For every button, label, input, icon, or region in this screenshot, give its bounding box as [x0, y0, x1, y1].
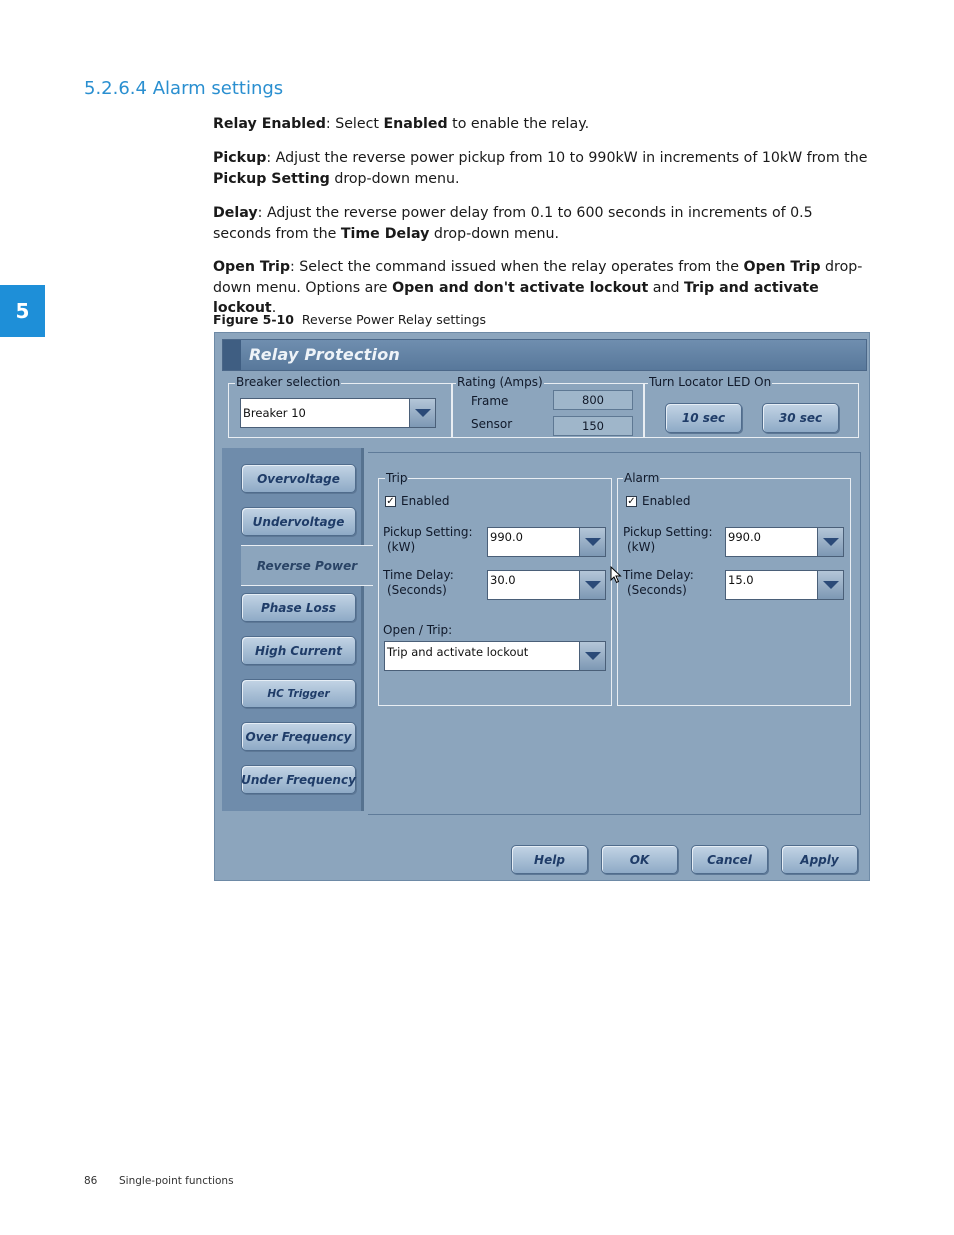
term-open-trip: Open Trip — [213, 259, 291, 275]
term-pickup: Pickup — [213, 150, 267, 166]
text: drop-down menu. — [329, 170, 460, 187]
breaker-value: Breaker 10 — [243, 406, 306, 420]
sensor-label: Sensor — [471, 417, 513, 431]
relay-protection-dialog — [214, 332, 870, 881]
cancel-button[interactable]: Cancel — [691, 845, 768, 874]
frame-value: 800 — [553, 390, 633, 410]
sensor-value: 150 — [553, 416, 633, 436]
open-trip-value: Trip and activate lockout — [387, 645, 529, 659]
locator-30-sec-button[interactable]: 30 sec — [762, 403, 839, 433]
alarm-pickup-label: Pickup Setting: — [623, 525, 713, 539]
paragraph-pickup — [213, 148, 873, 189]
open-trip-label: Open / Trip: — [383, 623, 453, 637]
tab-high-current[interactable]: High Current — [241, 636, 356, 665]
chevron-down-icon[interactable] — [817, 528, 843, 556]
chevron-down-icon[interactable] — [817, 571, 843, 599]
term-option-2: Trip and activate lockout — [213, 279, 819, 316]
chapter-tab: 5 — [0, 285, 45, 337]
dialog-title: Relay Protection — [249, 345, 400, 364]
tab-hc-trigger[interactable]: HC Trigger — [241, 679, 356, 708]
paragraph-delay — [213, 203, 873, 244]
relay-type-sidebar — [222, 448, 364, 811]
tab-undervoltage[interactable]: Undervoltage — [241, 507, 356, 536]
figure-caption-text: Reverse Power Relay settings — [301, 312, 487, 327]
locator-10-sec-button[interactable]: 10 sec — [665, 403, 742, 433]
term-time-delay: Time Delay — [340, 225, 430, 242]
alarm-delay-dropdown[interactable] — [725, 570, 844, 600]
paragraph-relay-enabled — [213, 114, 873, 135]
figure-caption — [213, 312, 486, 327]
text: to enable the relay. — [447, 116, 590, 132]
term-delay: Delay — [213, 205, 258, 221]
term-open-trip-2: Open Trip — [743, 259, 821, 275]
alarm-delay-unit: (Seconds) — [627, 583, 687, 597]
alarm-group-label: Alarm — [624, 471, 660, 485]
trip-enabled-checkbox[interactable]: ✓ — [386, 496, 395, 507]
chevron-down-icon[interactable] — [579, 642, 605, 670]
text: : Adjust the reverse power delay from 0.1 to 600 seconds in increments of 0.5 seconds from the — [213, 205, 813, 242]
dialog-titlebar — [222, 339, 867, 371]
trip-pickup-value: 990.0 — [490, 530, 523, 544]
help-button[interactable]: Help — [511, 845, 588, 874]
text: : Select — [325, 116, 384, 132]
chapter-name: Single-point functions — [119, 1175, 234, 1187]
apply-button[interactable]: Apply — [781, 845, 858, 874]
breaker-dropdown[interactable] — [240, 398, 436, 428]
chevron-down-icon[interactable] — [409, 399, 435, 427]
tab-under-frequency[interactable]: Under Frequency — [241, 765, 356, 794]
trip-delay-value: 30.0 — [490, 573, 516, 587]
alarm-delay-label: Time Delay: — [623, 568, 694, 582]
text: and — [648, 279, 684, 296]
mouse-cursor-icon — [610, 566, 622, 584]
tab-reverse-power[interactable]: Reverse Power — [241, 545, 373, 586]
titlebar-stripe — [223, 340, 241, 370]
locator-led-label: Turn Locator LED On — [649, 375, 772, 389]
open-trip-dropdown[interactable] — [384, 641, 606, 671]
tab-phase-loss[interactable]: Phase Loss — [241, 593, 356, 622]
term-option-1: Open and don't activate lockout — [392, 279, 649, 296]
tab-overvoltage[interactable]: Overvoltage — [241, 464, 356, 493]
text: drop-down menu. — [429, 225, 560, 242]
text: . — [271, 300, 277, 316]
trip-delay-label: Time Delay: — [383, 568, 454, 582]
chevron-down-icon[interactable] — [579, 528, 605, 556]
term-pickup-setting: Pickup Setting — [213, 170, 330, 187]
paragraph-open-trip — [213, 257, 873, 319]
text: : Adjust the reverse power pickup from 10 to 990kW in increments of 10kW from the — [266, 150, 868, 166]
trip-pickup-dropdown[interactable] — [487, 527, 606, 557]
trip-group-label: Trip — [386, 471, 408, 485]
tab-over-frequency[interactable]: Over Frequency — [241, 722, 356, 751]
text: : Select the command issued when the relay operates from the — [290, 259, 744, 275]
alarm-enabled-checkbox[interactable]: ✓ — [627, 496, 636, 507]
alarm-enabled-label: Enabled — [642, 494, 691, 508]
trip-pickup-unit: (kW) — [387, 540, 416, 554]
term-relay-enabled: Relay Enabled — [213, 116, 326, 132]
section-title: Alarm settings — [152, 78, 284, 99]
alarm-pickup-dropdown[interactable] — [725, 527, 844, 557]
chevron-down-icon[interactable] — [579, 571, 605, 599]
text: drop-down menu. Options are — [213, 259, 863, 296]
alarm-delay-value: 15.0 — [728, 573, 754, 587]
alarm-pickup-value: 990.0 — [728, 530, 761, 544]
trip-delay-dropdown[interactable] — [487, 570, 606, 600]
ok-button[interactable]: OK — [601, 845, 678, 874]
section-number: 5.2.6.4 — [84, 78, 147, 99]
section-heading — [84, 78, 283, 99]
trip-enabled-label: Enabled — [401, 494, 450, 508]
breaker-selection-label: Breaker selection — [236, 375, 341, 389]
frame-label: Frame — [471, 394, 509, 408]
page-number: 86 — [84, 1175, 98, 1187]
rating-label: Rating (Amps) — [457, 375, 543, 389]
figure-label: Figure 5-10 — [213, 312, 294, 327]
trip-pickup-label: Pickup Setting: — [383, 525, 473, 539]
alarm-pickup-unit: (kW) — [627, 540, 656, 554]
trip-delay-unit: (Seconds) — [387, 583, 447, 597]
term-enabled: Enabled — [383, 116, 448, 132]
